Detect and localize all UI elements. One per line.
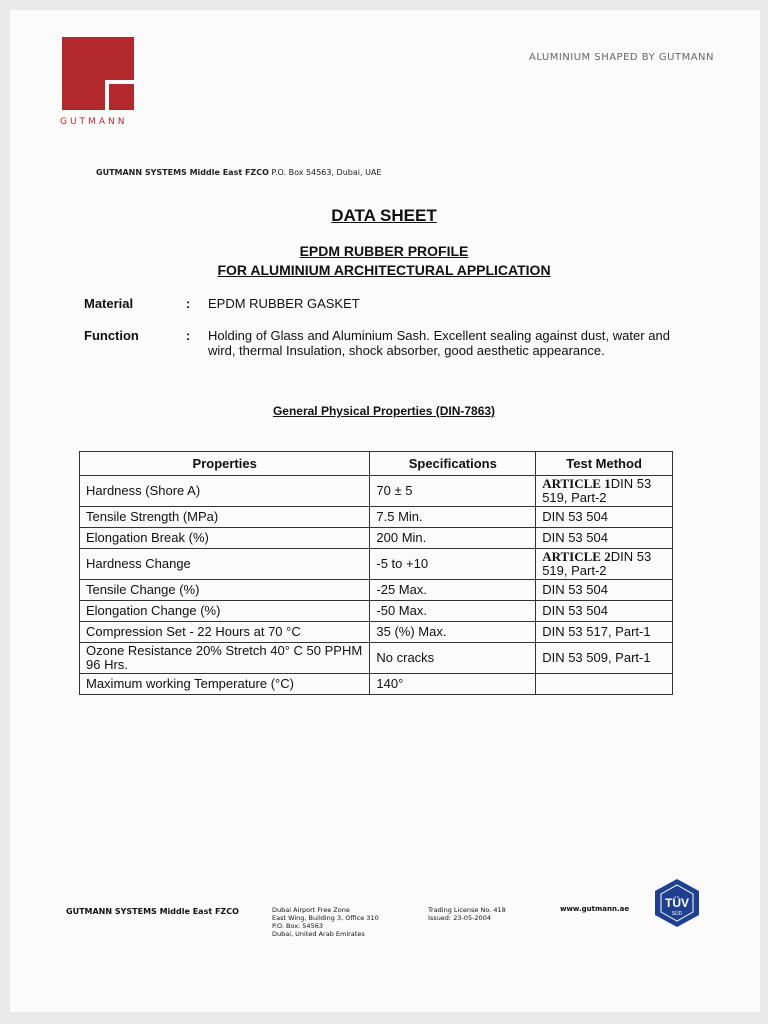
property-cell: Hardness (Shore A): [80, 476, 370, 507]
footer-address: Dubai Airport Free Zone East Wing, Building 3, Office 310 P.O. Box: 54563 Dubai, United Arab Emirates: [272, 906, 379, 938]
method-cell: DIN 53 504: [536, 528, 673, 549]
table-row: [80, 643, 673, 674]
property-cell: Elongation Change (%): [80, 601, 370, 622]
spec-cell: -5 to +10: [370, 549, 536, 580]
method-cell: DIN 53 504: [536, 507, 673, 528]
material-label: Material: [84, 296, 134, 311]
company-name: GUTMANN SYSTEMS Middle East FZCO: [96, 168, 269, 177]
properties-table: [79, 451, 673, 695]
company-address-header: [96, 168, 381, 177]
tuv-certification-icon: [651, 878, 703, 928]
property-cell: Compression Set - 22 Hours at 70 °C: [80, 622, 370, 643]
function-colon: :: [186, 328, 191, 343]
material-colon: :: [186, 296, 191, 311]
method-cell: ARTICLE 2DIN 53 519, Part-2: [536, 549, 673, 580]
header-test-method: Test Method: [536, 452, 673, 476]
tagline: ALUMINIUM SHAPED BY GUTMANN: [528, 52, 714, 63]
document-title: DATA SHEET: [331, 206, 437, 225]
table-row: [80, 674, 673, 695]
property-cell: Tensile Strength (MPa): [80, 507, 370, 528]
header-specifications: Specifications: [370, 452, 536, 476]
footer-website: www.gutmann.ae: [560, 905, 630, 913]
logo-wordmark: GUTMANN: [60, 117, 128, 127]
property-cell: Elongation Break (%): [80, 528, 370, 549]
document-subtitle-1: EPDM RUBBER PROFILE: [299, 243, 469, 259]
section-title: General Physical Properties (DIN-7863): [272, 404, 496, 418]
property-cell: Hardness Change: [80, 549, 370, 580]
tuv-text: TÜV: [665, 896, 689, 910]
table-row: [80, 476, 673, 507]
method-cell: DIN 53 504: [536, 580, 673, 601]
gutmann-logo-icon: [62, 37, 134, 110]
tuv-sub-text: SÜD: [671, 911, 683, 917]
table-row: [80, 528, 673, 549]
footer-license: Trading License No. 418 Issued: 23-05-2004: [428, 906, 506, 922]
spec-cell: 7.5 Min.: [370, 507, 536, 528]
table-row: [80, 622, 673, 643]
spec-cell: 70 ± 5: [370, 476, 536, 507]
document-subtitle-2: FOR ALUMINIUM ARCHITECTURAL APPLICATION: [217, 262, 551, 278]
spec-cell: 35 (%) Max.: [370, 622, 536, 643]
spec-cell: 140°: [370, 674, 536, 695]
property-cell: Tensile Change (%): [80, 580, 370, 601]
function-value: Holding of Glass and Aluminium Sash. Excellent sealing against dust, water and wird, thermal Insulation, shock absorber, good aesthetic appearance.: [208, 328, 670, 358]
spec-cell: No cracks: [370, 643, 536, 674]
table-row: [80, 549, 673, 580]
company-po-box: P.O. Box 54563, Dubai, UAE: [268, 168, 382, 177]
header-properties: Properties: [80, 452, 370, 476]
method-cell: DIN 53 509, Part-1: [536, 643, 673, 674]
property-cell: Maximum working Temperature (°C): [80, 674, 370, 695]
footer-company: GUTMANN SYSTEMS Middle East FZCO: [66, 907, 239, 916]
spec-cell: 200 Min.: [370, 528, 536, 549]
material-value: EPDM RUBBER GASKET: [208, 296, 360, 311]
table-row: [80, 601, 673, 622]
spec-cell: -25 Max.: [370, 580, 536, 601]
function-label: Function: [84, 328, 139, 343]
method-cell: DIN 53 517, Part-1: [536, 622, 673, 643]
table-row: [80, 507, 673, 528]
method-cell: [536, 674, 673, 695]
method-cell: ARTICLE 1DIN 53 519, Part-2: [536, 476, 673, 507]
spec-cell: -50 Max.: [370, 601, 536, 622]
property-cell: Ozone Resistance 20% Stretch 40° C 50 PPHM 96 Hrs.: [80, 643, 370, 674]
table-row: [80, 580, 673, 601]
method-cell: DIN 53 504: [536, 601, 673, 622]
table-header-row: [80, 452, 673, 476]
